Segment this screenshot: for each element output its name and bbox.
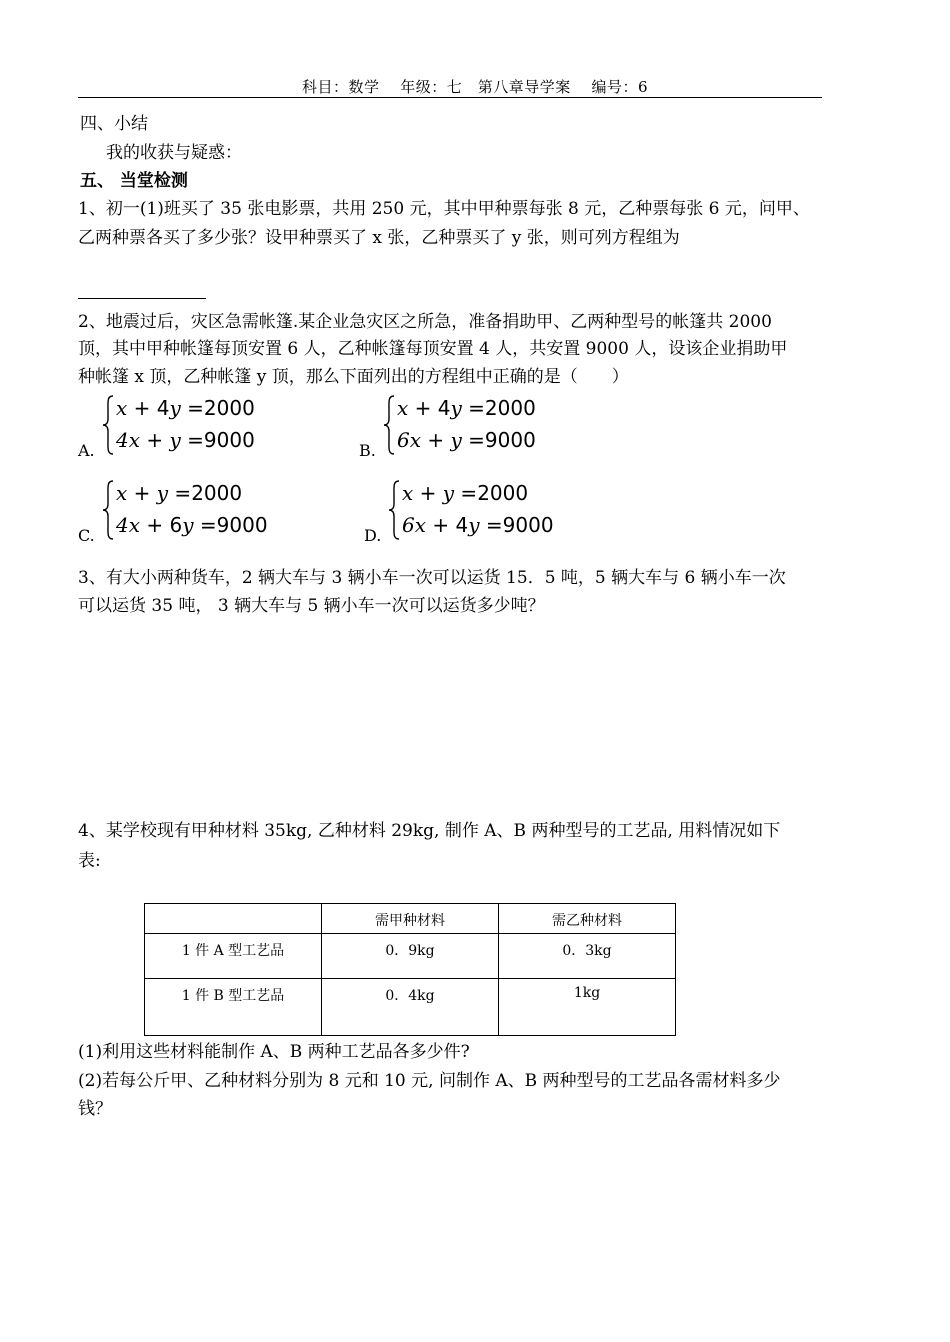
option-a-label[interactable]: A. (78, 441, 95, 460)
option-c-eq1: x + y =2000 (116, 481, 243, 505)
table-cell: 1 件 B 型工艺品 (145, 979, 322, 1036)
materials-table (144, 903, 676, 1036)
option-d-brace (386, 479, 402, 541)
table-cell: 1kg (499, 979, 676, 1036)
q2-line2: 顶，其中甲种帐篷每顶安置 6 人，乙种帐篷每顶安置 4 人，共安置 9000 人，设该企业捐助甲 (78, 339, 788, 359)
table-cell: 0．9kg (322, 934, 499, 979)
header-rule (78, 97, 822, 98)
q2-line3: 种帐篷 x 顶，乙种帐篷 y 顶，那么下面列出的方程组中正确的是（ ） (78, 367, 629, 387)
table-cell: 1 件 A 型工艺品 (145, 934, 322, 979)
option-d-label[interactable]: D. (364, 526, 382, 545)
q1-answer-blank[interactable] (78, 298, 206, 299)
table-header-row (145, 904, 676, 934)
q1-line2: 乙两种票各买了多少张？设甲种票买了 x 张，乙种票买了 y 张，则可列方程组为 (78, 228, 680, 248)
table-row (145, 934, 676, 979)
option-b-eq2: 6x + y =9000 (397, 428, 536, 452)
q3-line1: 3、有大小两种货车，2 辆大车与 3 辆小车一次可以运货 15．5 吨，5 辆大车与 6 辆小车一次 (78, 568, 786, 588)
option-b-brace (381, 394, 397, 456)
option-a-eq1: x + 4y =2000 (116, 396, 255, 420)
table-header-cell: 需甲种材料 (322, 904, 499, 934)
option-b-label[interactable]: B. (359, 441, 376, 460)
q3-line2: 可以运货 35 吨， 3 辆大车与 5 辆小车一次可以运货多少吨？ (78, 596, 545, 616)
option-d-eq1: x + y =2000 (402, 481, 529, 505)
q1-line1: 1、初一(1)班买了 35 张电影票，共用 250 元，其中甲种票每张 8 元，乙种票每张 6 元，问甲、 (78, 199, 810, 219)
option-a-brace (100, 394, 116, 456)
section-4-prompt: 我的收获与疑惑： (106, 143, 242, 163)
table-cell: 0．3kg (499, 934, 676, 979)
section-4-title: 四、小结 (80, 114, 148, 134)
option-b-eq1: x + 4y =2000 (397, 396, 536, 420)
table-header-cell: 需乙种材料 (499, 904, 676, 934)
q4-sub2-line2: 钱？ (78, 1099, 112, 1119)
page-header: 科目：数学 年级：七 第八章导学案 编号：6 (301, 78, 649, 96)
section-5-title: 五、 当堂检测 (80, 171, 188, 191)
table-cell: 0．4kg (322, 979, 499, 1036)
q4-sub1: (1)利用这些材料能制作 A、B 两种工艺品各多少件? (78, 1042, 470, 1062)
q4-sub2-line1: (2)若每公斤甲、乙种材料分别为 8 元和 10 元, 问制作 A、B 两种型号的工艺品各需材料多少 (78, 1071, 781, 1091)
option-d-eq2: 6x + 4y =9000 (402, 513, 554, 537)
table-header-cell (145, 904, 322, 934)
option-c-brace (100, 479, 116, 541)
q4-line1: 4、某学校现有甲种材料 35kg, 乙种材料 29kg, 制作 A、B 两种型号的工艺品, 用料情况如下 (78, 821, 781, 841)
table-row (145, 979, 676, 1036)
option-c-label[interactable]: C. (78, 526, 95, 545)
q2-line1: 2、地震过后，灾区急需帐篷.某企业急灾区之所急，准备捐助甲、乙两种型号的帐篷共 2000 (78, 312, 772, 332)
q4-line2: 表: (78, 851, 101, 871)
option-a-eq2: 4x + y =9000 (116, 428, 255, 452)
option-c-eq2: 4x + 6y =9000 (116, 513, 268, 537)
